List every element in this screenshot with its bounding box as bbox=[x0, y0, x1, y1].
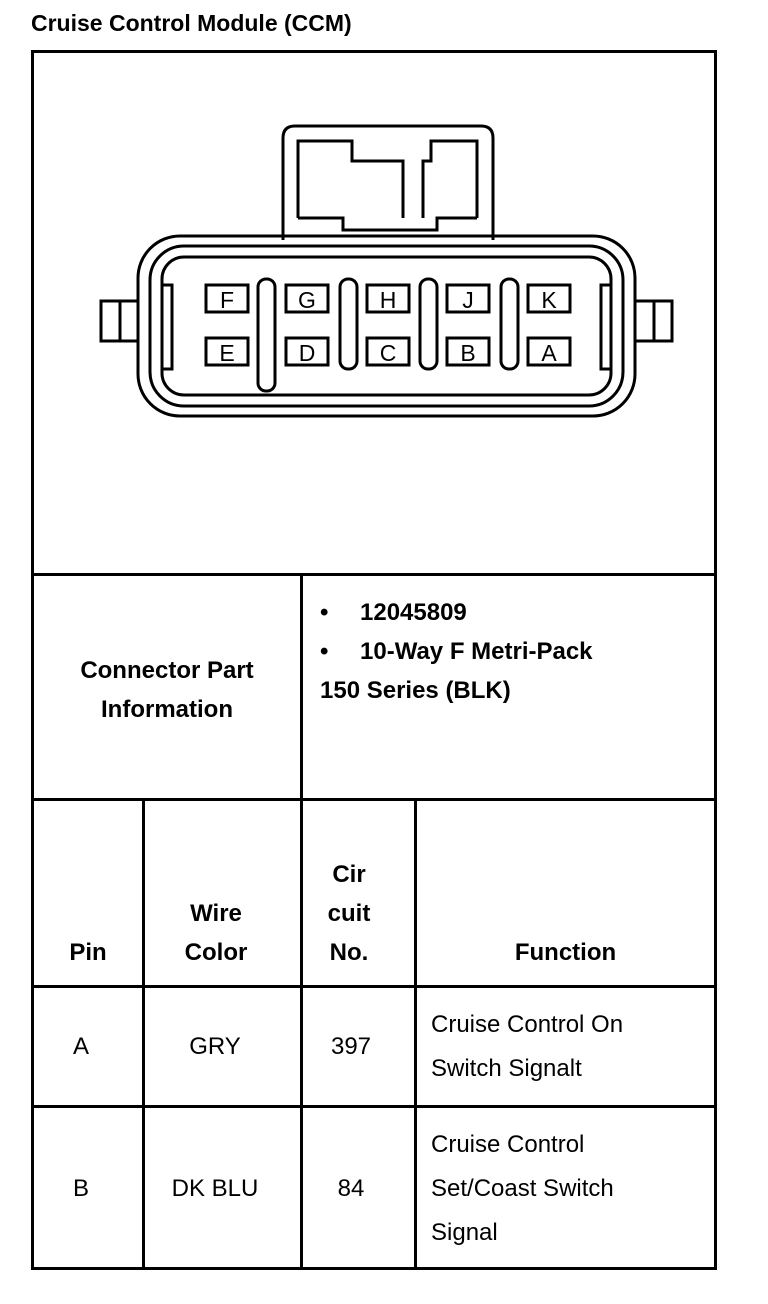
header-wire-color: Wire Color bbox=[184, 900, 248, 966]
connector-series: 150 Series (BLK) bbox=[320, 677, 511, 704]
pin-label-j: J bbox=[462, 287, 474, 313]
part-number: • 12045809 bbox=[320, 599, 467, 626]
row-b-function: Cruise Control Set/Coast Switch Signal bbox=[431, 1131, 614, 1246]
pin-label-g: G bbox=[298, 287, 316, 313]
row-a-pin: A bbox=[72, 1033, 89, 1060]
diagram-title: Cruise Control Module (CCM) bbox=[31, 10, 352, 36]
header-pin: Pin bbox=[69, 939, 107, 966]
pin-label-h: H bbox=[379, 287, 397, 313]
header-function: Function bbox=[514, 939, 617, 966]
connector-panel bbox=[31, 50, 717, 1270]
connector-part-info-values bbox=[320, 593, 593, 710]
pin-label-a: A bbox=[541, 340, 557, 366]
pin-label-c: C bbox=[379, 340, 397, 366]
pin-label-b: B bbox=[460, 340, 476, 366]
connector-type: • 10-Way F Metri-Pack bbox=[320, 638, 593, 665]
row-b-pin: B bbox=[72, 1175, 89, 1202]
row-a-wire-color: GRY bbox=[189, 1033, 241, 1060]
row-b-wire-color: DK BLU bbox=[171, 1175, 259, 1202]
row-a-function: Cruise Control On Switch Signalt bbox=[431, 1011, 624, 1082]
row-b-circuit: 84 bbox=[337, 1175, 365, 1202]
pin-label-e: E bbox=[219, 340, 235, 366]
header-circuit-no: Cir cuit No. bbox=[327, 861, 371, 966]
pin-label-f: F bbox=[219, 287, 235, 313]
pin-label-d: D bbox=[298, 340, 316, 366]
connector-part-info-label: Connector Part Information bbox=[80, 657, 254, 723]
connector-drawing bbox=[34, 53, 714, 573]
connector-shell bbox=[138, 236, 635, 416]
pin-label-k: K bbox=[541, 287, 557, 313]
connector-latch bbox=[283, 126, 493, 240]
row-a-circuit: 397 bbox=[330, 1033, 372, 1060]
